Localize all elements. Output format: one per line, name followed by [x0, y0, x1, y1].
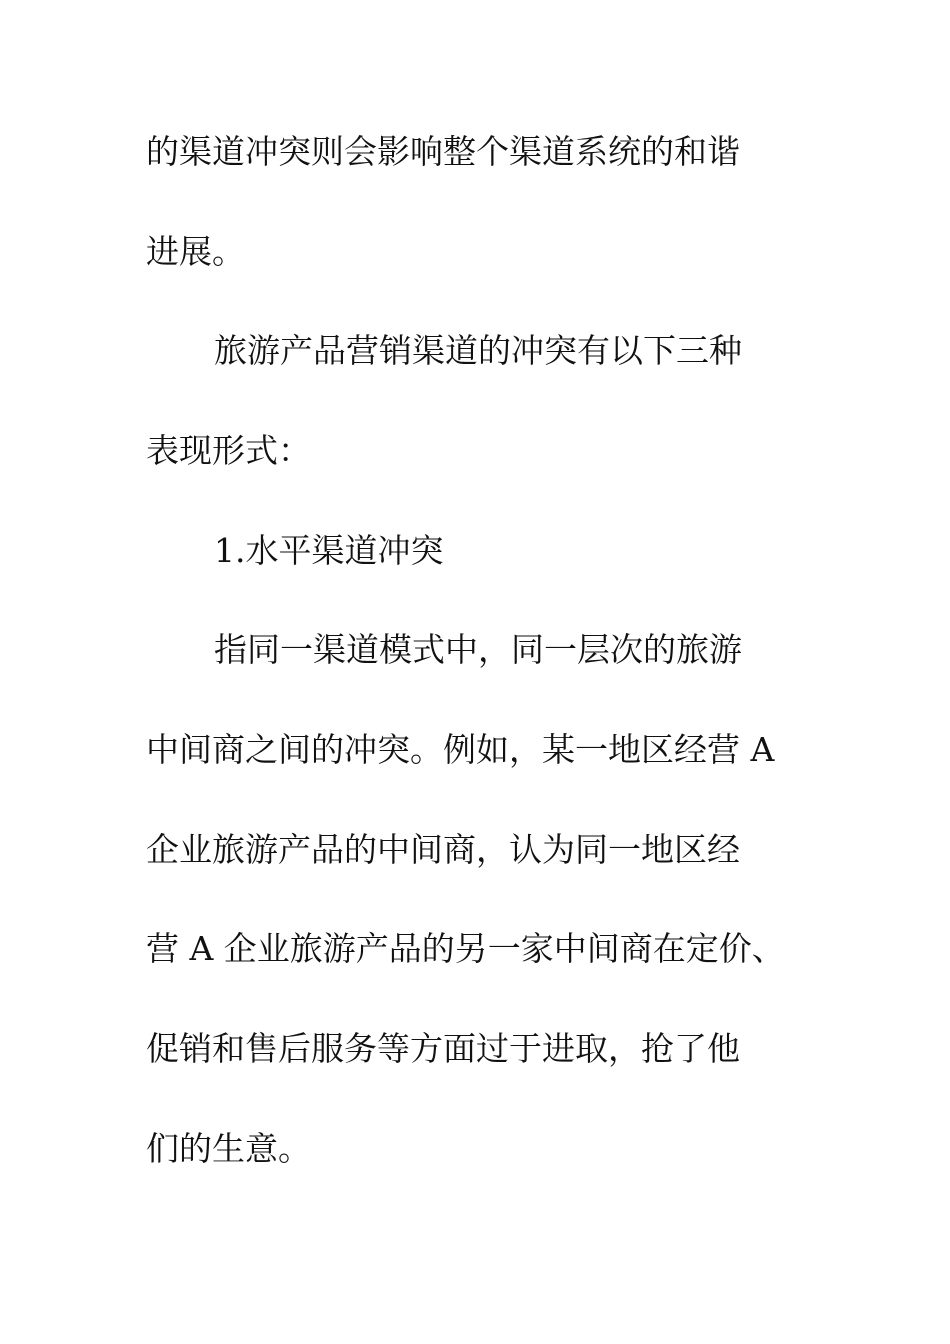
paragraph-start-line: 指同一渠道模式中，同一层次的旅游 — [214, 630, 742, 669]
text-line: 营 A 企业旅游产品的另一家中间商在定价、 — [146, 929, 785, 968]
text-line: 企业旅游产品的中间商，认为同一地区经 — [146, 830, 740, 869]
text-line: 中间商之间的冲突。例如，某一地区经营 A — [146, 730, 775, 769]
paragraph-start-line: 旅游产品营销渠道的冲突有以下三种 — [214, 331, 742, 370]
text-line: 促销和售后服务等方面过于进取，抢了他 — [146, 1029, 740, 1068]
text-line: 们的生意。 — [146, 1129, 311, 1168]
text-line: 的渠道冲突则会影响整个渠道系统的和谐 — [146, 132, 740, 171]
section-heading: 1.水平渠道冲突 — [214, 531, 444, 570]
text-line: 进展。 — [146, 232, 245, 271]
text-line: 表现形式： — [146, 431, 311, 470]
